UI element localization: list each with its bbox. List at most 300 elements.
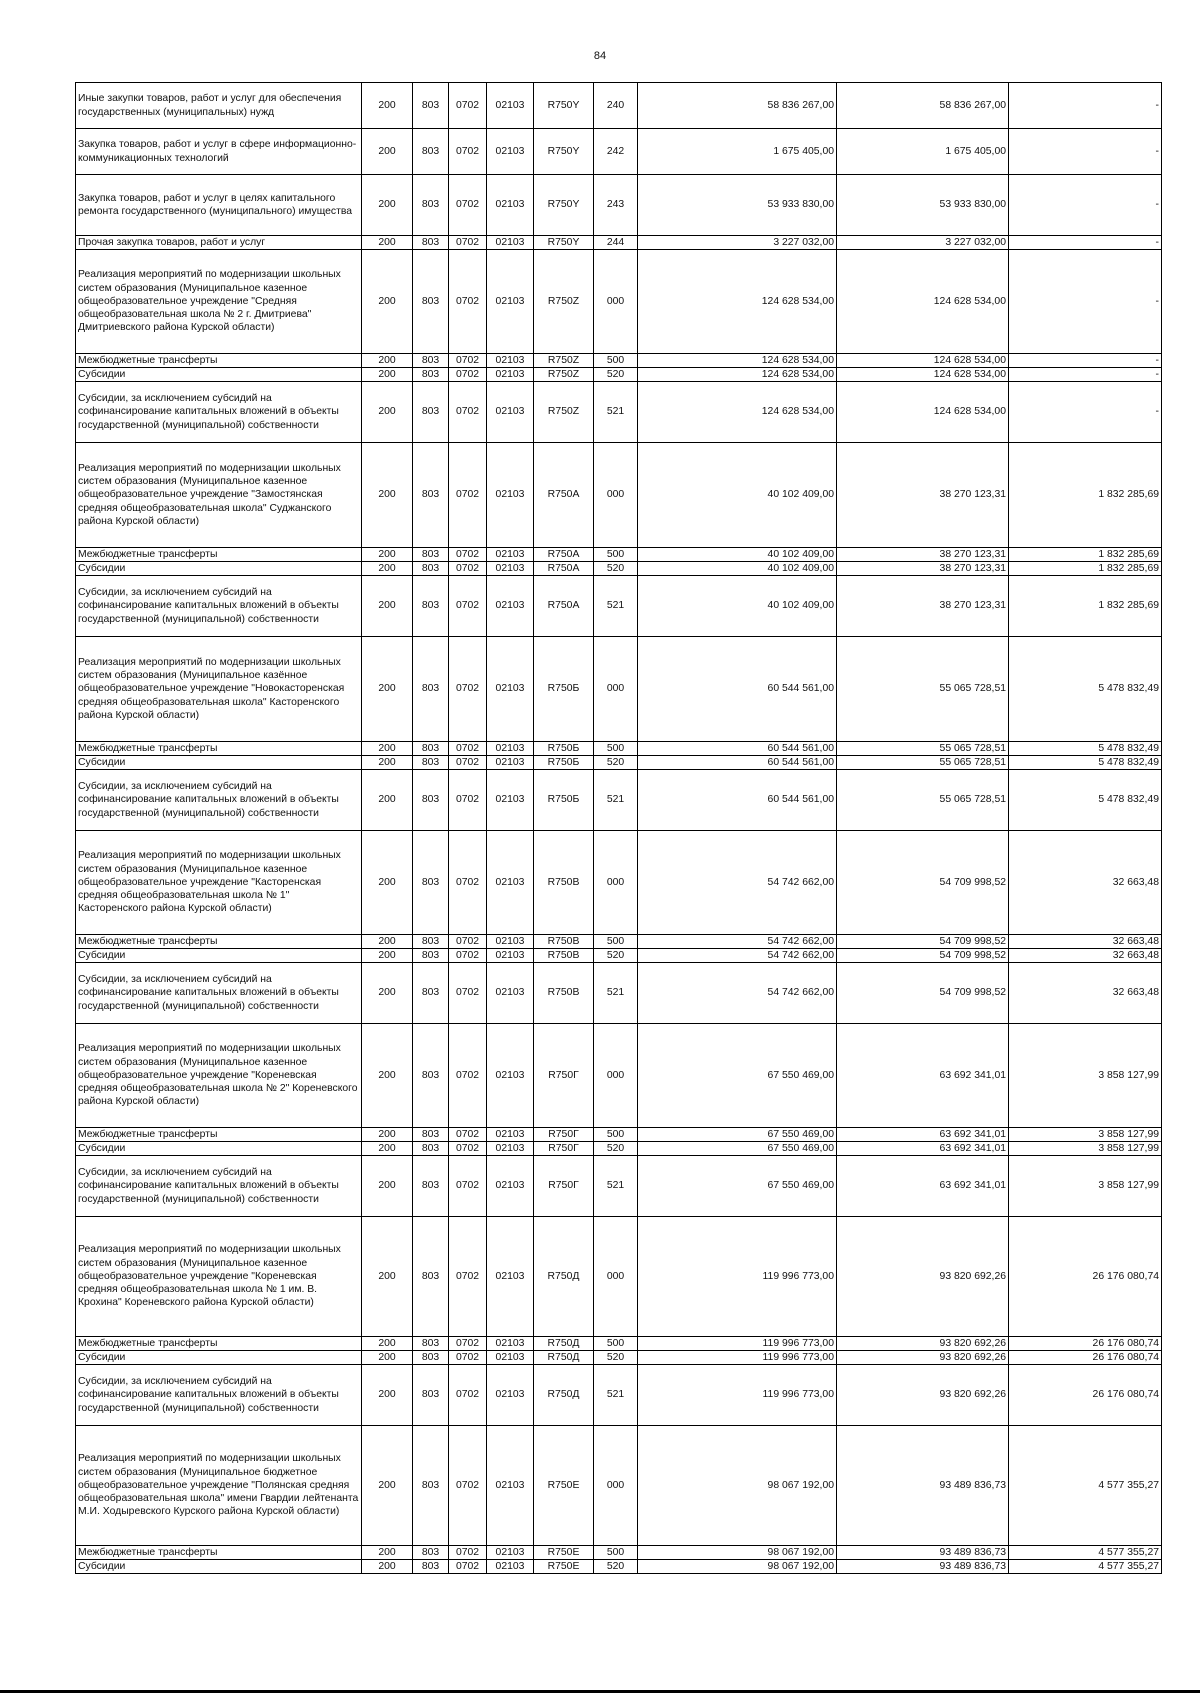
code-admin: 200 bbox=[362, 548, 413, 562]
code-ministry: 803 bbox=[413, 756, 449, 770]
code-program: 02103 bbox=[487, 770, 534, 831]
code-target: R750Д bbox=[534, 1365, 594, 1426]
sum-executed: 55 065 728,51 bbox=[837, 756, 1009, 770]
code-admin: 200 bbox=[362, 1365, 413, 1426]
row-name: Межбюджетные трансферты bbox=[76, 742, 362, 756]
table-row bbox=[76, 831, 1162, 935]
sum-planned: 60 544 561,00 bbox=[638, 637, 837, 742]
code-section: 0702 bbox=[449, 1337, 487, 1351]
code-admin: 200 bbox=[362, 382, 413, 443]
row-name: Субсидии bbox=[76, 949, 362, 963]
sum-remainder: 3 858 127,99 bbox=[1009, 1156, 1162, 1217]
page-bottom-border bbox=[0, 1690, 1200, 1693]
page-number: 84 bbox=[593, 50, 607, 62]
sum-remainder: 4 577 355,27 bbox=[1009, 1560, 1162, 1574]
code-section: 0702 bbox=[449, 1024, 487, 1128]
table-row bbox=[76, 236, 1162, 250]
code-admin: 200 bbox=[362, 562, 413, 576]
code-program: 02103 bbox=[487, 368, 534, 382]
sum-planned: 54 742 662,00 bbox=[638, 963, 837, 1024]
code-ministry: 803 bbox=[413, 637, 449, 742]
sum-planned: 124 628 534,00 bbox=[638, 250, 837, 354]
code-program: 02103 bbox=[487, 1546, 534, 1560]
code-section: 0702 bbox=[449, 1560, 487, 1574]
code-target: R750Y bbox=[534, 129, 594, 175]
table-row bbox=[76, 1217, 1162, 1337]
row-name: Субсидии, за исключением субсидий на софинансирование капитальных вложений в объекты государственной (муниципальной) собственности bbox=[76, 770, 362, 831]
code-target: R750Z bbox=[534, 250, 594, 354]
code-program: 02103 bbox=[487, 1024, 534, 1128]
code-expense-type: 244 bbox=[594, 236, 638, 250]
code-expense-type: 521 bbox=[594, 770, 638, 831]
code-section: 0702 bbox=[449, 443, 487, 548]
sum-remainder: - bbox=[1009, 368, 1162, 382]
code-admin: 200 bbox=[362, 368, 413, 382]
code-expense-type: 000 bbox=[594, 637, 638, 742]
code-target: R750Z bbox=[534, 368, 594, 382]
code-section: 0702 bbox=[449, 129, 487, 175]
code-section: 0702 bbox=[449, 935, 487, 949]
sum-remainder: 26 176 080,74 bbox=[1009, 1337, 1162, 1351]
code-program: 02103 bbox=[487, 354, 534, 368]
code-ministry: 803 bbox=[413, 1546, 449, 1560]
code-ministry: 803 bbox=[413, 963, 449, 1024]
code-ministry: 803 bbox=[413, 1156, 449, 1217]
row-name: Субсидии, за исключением субсидий на софинансирование капитальных вложений в объекты государственной (муниципальной) собственности bbox=[76, 382, 362, 443]
sum-planned: 54 742 662,00 bbox=[638, 935, 837, 949]
table-row bbox=[76, 963, 1162, 1024]
code-expense-type: 520 bbox=[594, 949, 638, 963]
code-expense-type: 500 bbox=[594, 354, 638, 368]
code-expense-type: 500 bbox=[594, 1128, 638, 1142]
sum-executed: 55 065 728,51 bbox=[837, 742, 1009, 756]
row-name: Реализация мероприятий по модернизации школьных систем образования (Муниципальное казенное общеобразовательное учреждение "Касторенская средняя общеобразовательная школа № 1" Касторенского района Курской области) bbox=[76, 831, 362, 935]
sum-remainder: 32 663,48 bbox=[1009, 831, 1162, 935]
sum-executed: 63 692 341,01 bbox=[837, 1024, 1009, 1128]
sum-executed: 54 709 998,52 bbox=[837, 949, 1009, 963]
row-name: Закупка товаров, работ и услуг в целях капитального ремонта государственного (муниципального) имущества bbox=[76, 175, 362, 236]
row-name: Межбюджетные трансферты bbox=[76, 1546, 362, 1560]
sum-executed: 93 820 692,26 bbox=[837, 1351, 1009, 1365]
code-target: R750Y bbox=[534, 236, 594, 250]
code-ministry: 803 bbox=[413, 1024, 449, 1128]
code-ministry: 803 bbox=[413, 742, 449, 756]
code-section: 0702 bbox=[449, 83, 487, 129]
sum-remainder: - bbox=[1009, 83, 1162, 129]
sum-planned: 40 102 409,00 bbox=[638, 548, 837, 562]
code-section: 0702 bbox=[449, 354, 487, 368]
sum-planned: 98 067 192,00 bbox=[638, 1546, 837, 1560]
code-section: 0702 bbox=[449, 1365, 487, 1426]
table-row bbox=[76, 756, 1162, 770]
sum-executed: 38 270 123,31 bbox=[837, 443, 1009, 548]
code-target: R750Z bbox=[534, 382, 594, 443]
row-name: Межбюджетные трансферты bbox=[76, 1128, 362, 1142]
sum-executed: 93 820 692,26 bbox=[837, 1217, 1009, 1337]
code-admin: 200 bbox=[362, 1426, 413, 1546]
sum-planned: 67 550 469,00 bbox=[638, 1142, 837, 1156]
code-expense-type: 243 bbox=[594, 175, 638, 236]
code-target: R750Г bbox=[534, 1142, 594, 1156]
code-target: R750Е bbox=[534, 1426, 594, 1546]
code-ministry: 803 bbox=[413, 1217, 449, 1337]
code-section: 0702 bbox=[449, 963, 487, 1024]
table-row bbox=[76, 1024, 1162, 1128]
code-program: 02103 bbox=[487, 250, 534, 354]
code-target: R750А bbox=[534, 576, 594, 637]
code-admin: 200 bbox=[362, 756, 413, 770]
code-ministry: 803 bbox=[413, 1142, 449, 1156]
sum-remainder: - bbox=[1009, 250, 1162, 354]
code-program: 02103 bbox=[487, 1217, 534, 1337]
code-program: 02103 bbox=[487, 1128, 534, 1142]
code-target: R750Д bbox=[534, 1217, 594, 1337]
code-program: 02103 bbox=[487, 1156, 534, 1217]
code-target: R750Y bbox=[534, 175, 594, 236]
code-program: 02103 bbox=[487, 1337, 534, 1351]
code-admin: 200 bbox=[362, 443, 413, 548]
code-expense-type: 521 bbox=[594, 1156, 638, 1217]
sum-planned: 67 550 469,00 bbox=[638, 1156, 837, 1217]
code-target: R750Г bbox=[534, 1156, 594, 1217]
code-ministry: 803 bbox=[413, 548, 449, 562]
code-target: R750А bbox=[534, 548, 594, 562]
sum-planned: 60 544 561,00 bbox=[638, 742, 837, 756]
code-section: 0702 bbox=[449, 576, 487, 637]
code-admin: 200 bbox=[362, 1337, 413, 1351]
sum-planned: 119 996 773,00 bbox=[638, 1337, 837, 1351]
sum-remainder: 1 832 285,69 bbox=[1009, 548, 1162, 562]
row-name: Реализация мероприятий по модернизации школьных систем образования (Муниципальное казенное общеобразовательное учреждение "Замостянская средняя общеобразовательная школа" Суджанского района Курской области) bbox=[76, 443, 362, 548]
code-program: 02103 bbox=[487, 548, 534, 562]
table-row bbox=[76, 935, 1162, 949]
row-name: Закупка товаров, работ и услуг в сфере информационно-коммуникационных технологий bbox=[76, 129, 362, 175]
code-admin: 200 bbox=[362, 1024, 413, 1128]
row-name: Реализация мероприятий по модернизации школьных систем образования (Муниципальное бюджетное общеобразовательное учреждение "Полянская средняя общеобразовательная школа" имени Гвардии лейтенанта М.И. Ходыревского Курского района Курской области) bbox=[76, 1426, 362, 1546]
sum-planned: 119 996 773,00 bbox=[638, 1217, 837, 1337]
code-expense-type: 520 bbox=[594, 756, 638, 770]
sum-executed: 38 270 123,31 bbox=[837, 562, 1009, 576]
table-row bbox=[76, 742, 1162, 756]
sum-remainder: 4 577 355,27 bbox=[1009, 1546, 1162, 1560]
sum-executed: 63 692 341,01 bbox=[837, 1142, 1009, 1156]
code-admin: 200 bbox=[362, 949, 413, 963]
sum-executed: 3 227 032,00 bbox=[837, 236, 1009, 250]
sum-remainder: 3 858 127,99 bbox=[1009, 1024, 1162, 1128]
code-ministry: 803 bbox=[413, 1426, 449, 1546]
code-program: 02103 bbox=[487, 83, 534, 129]
table-row bbox=[76, 175, 1162, 236]
code-admin: 200 bbox=[362, 935, 413, 949]
table-row bbox=[76, 382, 1162, 443]
code-target: R750Б bbox=[534, 770, 594, 831]
code-admin: 200 bbox=[362, 83, 413, 129]
sum-executed: 38 270 123,31 bbox=[837, 548, 1009, 562]
code-section: 0702 bbox=[449, 1128, 487, 1142]
sum-planned: 124 628 534,00 bbox=[638, 368, 837, 382]
table-row bbox=[76, 443, 1162, 548]
code-expense-type: 000 bbox=[594, 1024, 638, 1128]
sum-remainder: - bbox=[1009, 175, 1162, 236]
code-section: 0702 bbox=[449, 1217, 487, 1337]
row-name: Реализация мероприятий по модернизации школьных систем образования (Муниципальное казенное общеобразовательное учреждение "Средняя общеобразовательная школа № 2 г. Дмитриева" Дмитриевского района Курской области) bbox=[76, 250, 362, 354]
sum-remainder: 3 858 127,99 bbox=[1009, 1142, 1162, 1156]
sum-planned: 3 227 032,00 bbox=[638, 236, 837, 250]
code-ministry: 803 bbox=[413, 770, 449, 831]
code-expense-type: 000 bbox=[594, 1217, 638, 1337]
sum-remainder: 5 478 832,49 bbox=[1009, 637, 1162, 742]
code-section: 0702 bbox=[449, 175, 487, 236]
code-ministry: 803 bbox=[413, 1560, 449, 1574]
code-ministry: 803 bbox=[413, 1365, 449, 1426]
code-target: R750А bbox=[534, 443, 594, 548]
code-expense-type: 500 bbox=[594, 548, 638, 562]
code-ministry: 803 bbox=[413, 129, 449, 175]
code-expense-type: 000 bbox=[594, 831, 638, 935]
row-name: Субсидии bbox=[76, 368, 362, 382]
table-row bbox=[76, 548, 1162, 562]
row-name: Межбюджетные трансферты bbox=[76, 548, 362, 562]
row-name: Иные закупки товаров, работ и услуг для обеспечения государственных (муниципальных) нужд bbox=[76, 83, 362, 129]
code-program: 02103 bbox=[487, 637, 534, 742]
code-target: R750Б bbox=[534, 637, 594, 742]
code-program: 02103 bbox=[487, 949, 534, 963]
sum-executed: 55 065 728,51 bbox=[837, 770, 1009, 831]
table-row bbox=[76, 1365, 1162, 1426]
table-row bbox=[76, 1560, 1162, 1574]
code-ministry: 803 bbox=[413, 175, 449, 236]
row-name: Субсидии bbox=[76, 1560, 362, 1574]
table-row bbox=[76, 949, 1162, 963]
code-admin: 200 bbox=[362, 1128, 413, 1142]
code-admin: 200 bbox=[362, 1546, 413, 1560]
sum-planned: 124 628 534,00 bbox=[638, 354, 837, 368]
code-expense-type: 000 bbox=[594, 443, 638, 548]
code-admin: 200 bbox=[362, 831, 413, 935]
code-ministry: 803 bbox=[413, 1337, 449, 1351]
code-ministry: 803 bbox=[413, 935, 449, 949]
table-row bbox=[76, 354, 1162, 368]
row-name: Прочая закупка товаров, работ и услуг bbox=[76, 236, 362, 250]
code-ministry: 803 bbox=[413, 382, 449, 443]
sum-executed: 124 628 534,00 bbox=[837, 382, 1009, 443]
sum-planned: 124 628 534,00 bbox=[638, 382, 837, 443]
code-program: 02103 bbox=[487, 1426, 534, 1546]
code-expense-type: 000 bbox=[594, 1426, 638, 1546]
row-name: Реализация мероприятий по модернизации школьных систем образования (Муниципальное казённое общеобразовательное учреждение "Новокасторенская средняя общеобразовательная школа" Касторенского района Курской области) bbox=[76, 637, 362, 742]
sum-executed: 38 270 123,31 bbox=[837, 576, 1009, 637]
code-section: 0702 bbox=[449, 831, 487, 935]
code-section: 0702 bbox=[449, 1142, 487, 1156]
code-target: R750Б bbox=[534, 742, 594, 756]
sum-executed: 54 709 998,52 bbox=[837, 963, 1009, 1024]
sum-remainder: - bbox=[1009, 382, 1162, 443]
code-admin: 200 bbox=[362, 1156, 413, 1217]
table-row bbox=[76, 1351, 1162, 1365]
code-expense-type: 520 bbox=[594, 1142, 638, 1156]
sum-planned: 67 550 469,00 bbox=[638, 1128, 837, 1142]
code-expense-type: 000 bbox=[594, 250, 638, 354]
sum-planned: 60 544 561,00 bbox=[638, 756, 837, 770]
sum-planned: 119 996 773,00 bbox=[638, 1351, 837, 1365]
sum-remainder: 32 663,48 bbox=[1009, 935, 1162, 949]
code-expense-type: 520 bbox=[594, 1351, 638, 1365]
sum-remainder: - bbox=[1009, 236, 1162, 250]
row-name: Межбюджетные трансферты bbox=[76, 1337, 362, 1351]
code-section: 0702 bbox=[449, 1426, 487, 1546]
row-name: Субсидии bbox=[76, 1142, 362, 1156]
table-row bbox=[76, 1142, 1162, 1156]
code-section: 0702 bbox=[449, 1546, 487, 1560]
table-row bbox=[76, 1337, 1162, 1351]
sum-planned: 40 102 409,00 bbox=[638, 443, 837, 548]
code-program: 02103 bbox=[487, 1142, 534, 1156]
sum-executed: 93 489 836,73 bbox=[837, 1560, 1009, 1574]
table-row bbox=[76, 129, 1162, 175]
sum-executed: 63 692 341,01 bbox=[837, 1128, 1009, 1142]
code-ministry: 803 bbox=[413, 1351, 449, 1365]
code-program: 02103 bbox=[487, 443, 534, 548]
code-admin: 200 bbox=[362, 963, 413, 1024]
code-program: 02103 bbox=[487, 935, 534, 949]
row-name: Межбюджетные трансферты bbox=[76, 935, 362, 949]
code-admin: 200 bbox=[362, 1351, 413, 1365]
sum-executed: 55 065 728,51 bbox=[837, 637, 1009, 742]
code-ministry: 803 bbox=[413, 831, 449, 935]
sum-remainder: 32 663,48 bbox=[1009, 963, 1162, 1024]
sum-remainder: - bbox=[1009, 354, 1162, 368]
code-program: 02103 bbox=[487, 963, 534, 1024]
code-section: 0702 bbox=[449, 770, 487, 831]
code-target: R750Е bbox=[534, 1560, 594, 1574]
code-expense-type: 500 bbox=[594, 742, 638, 756]
row-name: Субсидии, за исключением субсидий на софинансирование капитальных вложений в объекты государственной (муниципальной) собственности bbox=[76, 1365, 362, 1426]
code-expense-type: 521 bbox=[594, 963, 638, 1024]
code-expense-type: 520 bbox=[594, 562, 638, 576]
sum-remainder: 1 832 285,69 bbox=[1009, 576, 1162, 637]
code-program: 02103 bbox=[487, 382, 534, 443]
table-row bbox=[76, 368, 1162, 382]
code-admin: 200 bbox=[362, 637, 413, 742]
code-expense-type: 521 bbox=[594, 1365, 638, 1426]
sum-planned: 58 836 267,00 bbox=[638, 83, 837, 129]
row-name: Субсидии, за исключением субсидий на софинансирование капитальных вложений в объекты государственной (муниципальной) собственности bbox=[76, 963, 362, 1024]
row-name: Реализация мероприятий по модернизации школьных систем образования (Муниципальное казенное общеобразовательное учреждение "Кореневская средняя общеобразовательная школа № 2" Кореневского района Курской области) bbox=[76, 1024, 362, 1128]
sum-planned: 98 067 192,00 bbox=[638, 1560, 837, 1574]
code-expense-type: 500 bbox=[594, 1546, 638, 1560]
code-expense-type: 521 bbox=[594, 382, 638, 443]
code-program: 02103 bbox=[487, 1351, 534, 1365]
sum-executed: 54 709 998,52 bbox=[837, 831, 1009, 935]
code-target: R750Е bbox=[534, 1546, 594, 1560]
sum-planned: 53 933 830,00 bbox=[638, 175, 837, 236]
sum-executed: 124 628 534,00 bbox=[837, 250, 1009, 354]
code-section: 0702 bbox=[449, 548, 487, 562]
code-ministry: 803 bbox=[413, 443, 449, 548]
table-row bbox=[76, 576, 1162, 637]
row-name: Межбюджетные трансферты bbox=[76, 354, 362, 368]
sum-remainder: 1 832 285,69 bbox=[1009, 443, 1162, 548]
code-target: R750Y bbox=[534, 83, 594, 129]
code-target: R750Д bbox=[534, 1351, 594, 1365]
sum-planned: 54 742 662,00 bbox=[638, 949, 837, 963]
code-program: 02103 bbox=[487, 742, 534, 756]
table-row bbox=[76, 1128, 1162, 1142]
sum-remainder: 5 478 832,49 bbox=[1009, 756, 1162, 770]
code-target: R750В bbox=[534, 963, 594, 1024]
table-row bbox=[76, 1156, 1162, 1217]
code-admin: 200 bbox=[362, 175, 413, 236]
code-section: 0702 bbox=[449, 236, 487, 250]
code-program: 02103 bbox=[487, 129, 534, 175]
code-ministry: 803 bbox=[413, 576, 449, 637]
sum-executed: 58 836 267,00 bbox=[837, 83, 1009, 129]
code-program: 02103 bbox=[487, 831, 534, 935]
code-expense-type: 500 bbox=[594, 935, 638, 949]
row-name: Реализация мероприятий по модернизации школьных систем образования (Муниципальное казенное общеобразовательное учреждение "Кореневская средняя общеобразовательная школа № 1 им. В. Крохина" Кореневского района Курской области) bbox=[76, 1217, 362, 1337]
code-program: 02103 bbox=[487, 1365, 534, 1426]
code-admin: 200 bbox=[362, 250, 413, 354]
code-target: R750Z bbox=[534, 354, 594, 368]
sum-planned: 1 675 405,00 bbox=[638, 129, 837, 175]
code-admin: 200 bbox=[362, 742, 413, 756]
code-program: 02103 bbox=[487, 236, 534, 250]
code-expense-type: 520 bbox=[594, 368, 638, 382]
budget-table bbox=[75, 82, 1162, 1574]
code-expense-type: 242 bbox=[594, 129, 638, 175]
code-admin: 200 bbox=[362, 1560, 413, 1574]
code-expense-type: 500 bbox=[594, 1337, 638, 1351]
sum-remainder: 32 663,48 bbox=[1009, 949, 1162, 963]
code-expense-type: 520 bbox=[594, 1560, 638, 1574]
sum-remainder: 26 176 080,74 bbox=[1009, 1217, 1162, 1337]
sum-executed: 1 675 405,00 bbox=[837, 129, 1009, 175]
code-program: 02103 bbox=[487, 175, 534, 236]
table-row bbox=[76, 637, 1162, 742]
code-ministry: 803 bbox=[413, 236, 449, 250]
code-section: 0702 bbox=[449, 562, 487, 576]
code-program: 02103 bbox=[487, 562, 534, 576]
code-target: R750В bbox=[534, 949, 594, 963]
row-name: Субсидии, за исключением субсидий на софинансирование капитальных вложений в объекты государственной (муниципальной) собственности bbox=[76, 1156, 362, 1217]
table-body bbox=[76, 83, 1162, 1574]
code-target: R750Г bbox=[534, 1024, 594, 1128]
sum-remainder: 5 478 832,49 bbox=[1009, 742, 1162, 756]
row-name: Субсидии bbox=[76, 756, 362, 770]
code-admin: 200 bbox=[362, 770, 413, 831]
code-admin: 200 bbox=[362, 354, 413, 368]
sum-planned: 40 102 409,00 bbox=[638, 562, 837, 576]
sum-executed: 63 692 341,01 bbox=[837, 1156, 1009, 1217]
table-row bbox=[76, 250, 1162, 354]
sum-executed: 93 820 692,26 bbox=[837, 1365, 1009, 1426]
code-target: R750Б bbox=[534, 756, 594, 770]
code-program: 02103 bbox=[487, 756, 534, 770]
code-ministry: 803 bbox=[413, 949, 449, 963]
code-section: 0702 bbox=[449, 382, 487, 443]
code-ministry: 803 bbox=[413, 1128, 449, 1142]
code-target: R750А bbox=[534, 562, 594, 576]
sum-remainder: - bbox=[1009, 129, 1162, 175]
code-target: R750Г bbox=[534, 1128, 594, 1142]
code-section: 0702 bbox=[449, 250, 487, 354]
sum-planned: 67 550 469,00 bbox=[638, 1024, 837, 1128]
code-section: 0702 bbox=[449, 637, 487, 742]
code-section: 0702 bbox=[449, 756, 487, 770]
code-ministry: 803 bbox=[413, 250, 449, 354]
sum-planned: 98 067 192,00 bbox=[638, 1426, 837, 1546]
code-section: 0702 bbox=[449, 742, 487, 756]
